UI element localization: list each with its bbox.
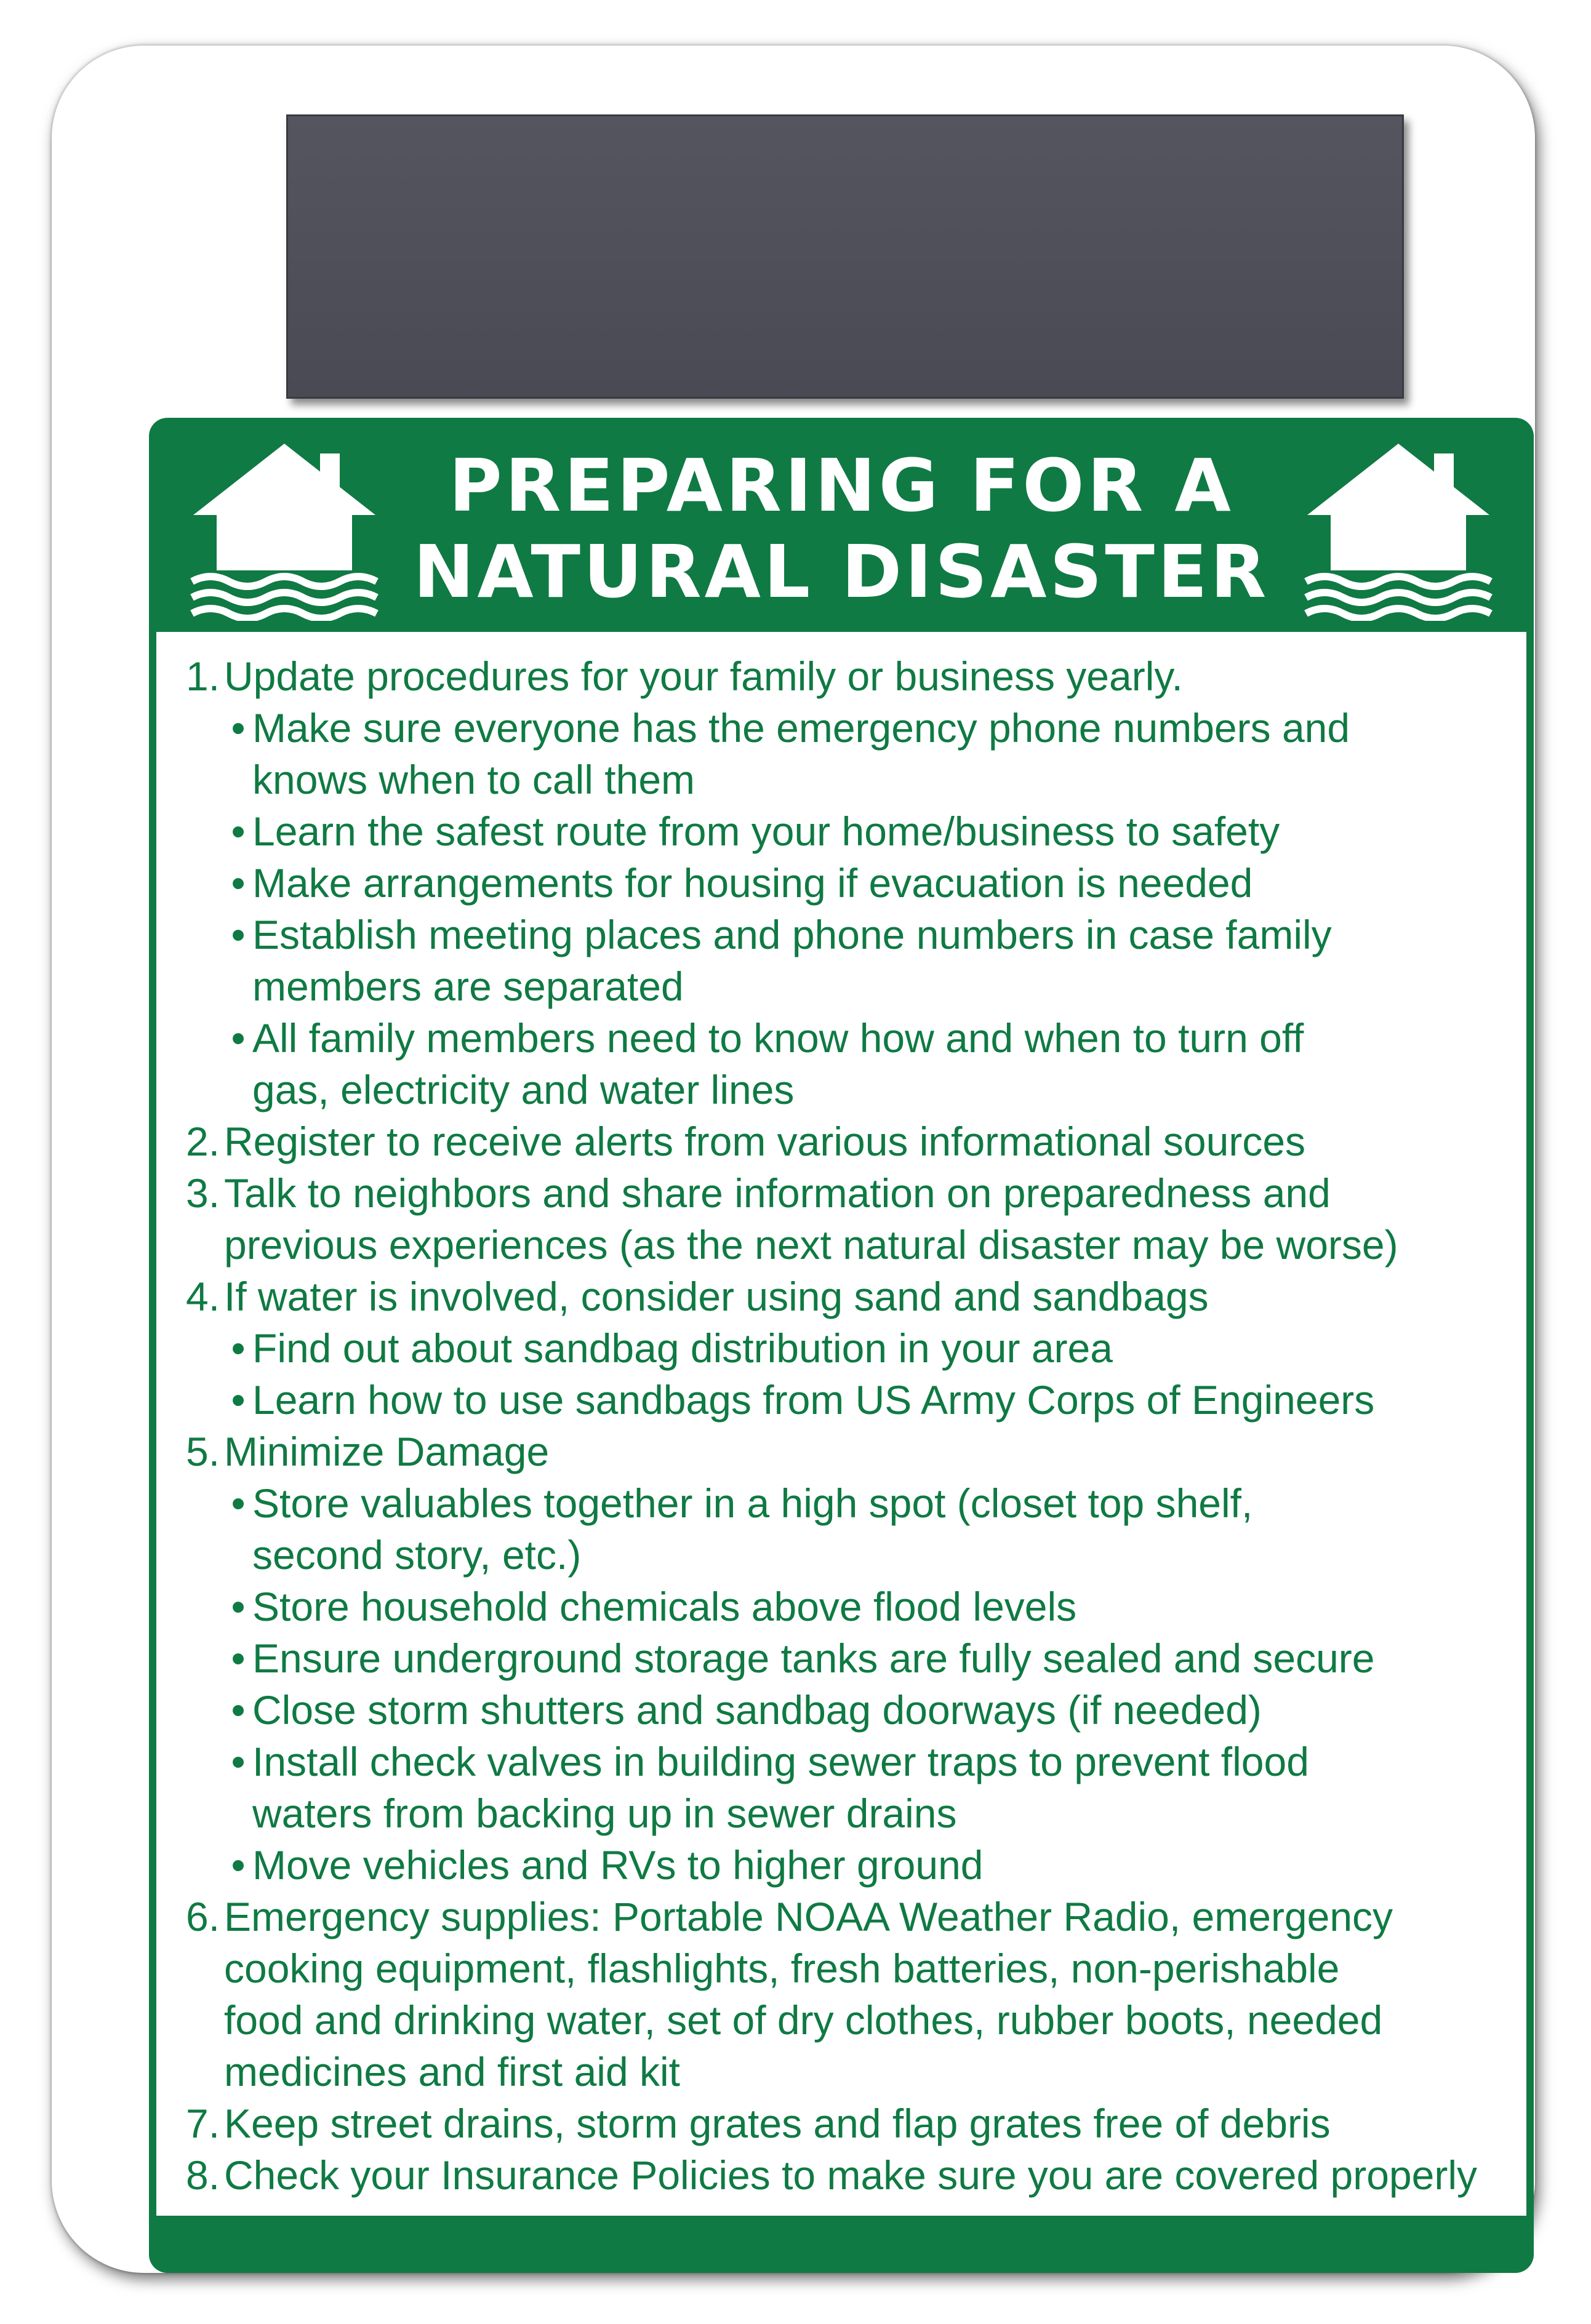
item-text: Minimize Damage [224, 1429, 550, 1474]
list-item [186, 2149, 1502, 2201]
bullet-dot-icon: • [231, 1480, 246, 1526]
item-text: cooking equipment, flashlights, fresh batteries, non-perishable [224, 1946, 1340, 1991]
item-text: food and drinking water, set of dry clothes, rubber boots, needed [224, 1997, 1383, 2043]
bullet-text: Find out about sandbag distribution in your area [252, 1325, 1113, 1371]
list-item [186, 1891, 1502, 2098]
bullet-text: Move vehicles and RVs to higher ground [252, 1842, 984, 1888]
bullet-item [224, 1632, 1502, 1684]
item-number: 7. [186, 2101, 220, 2146]
bullet-item [224, 1684, 1502, 1736]
instructions-area [156, 632, 1526, 2216]
title-line-2: NATURAL DISASTER [413, 529, 1270, 614]
item-number: 8. [186, 2152, 220, 2198]
list-item [186, 650, 1502, 702]
item-text: Emergency supplies: Portable NOAA Weather Radio, emergency [224, 1894, 1393, 1939]
bullet-dot-icon: • [231, 1739, 246, 1784]
bullet-item [224, 1581, 1502, 1632]
item-text: If water is involved, consider using sand and sandbags [224, 1274, 1209, 1319]
sign-title [149, 442, 1534, 615]
bullet-text: Store household chemicals above flood levels [252, 1584, 1077, 1629]
bullet-text: Make sure everyone has the emergency phone numbers and [252, 705, 1350, 751]
bullet-item [224, 1839, 1502, 1891]
bullet-text: members are separated [252, 964, 684, 1009]
green-panel [149, 418, 1534, 2273]
bullet-item [224, 1322, 1502, 1374]
item-text: Update procedures for your family or business yearly. [224, 653, 1183, 699]
bullet-dot-icon: • [231, 1635, 246, 1681]
bullet-dot-icon: • [231, 1687, 246, 1733]
item-text: Keep street drains, storm grates and flap grates free of debris [224, 2101, 1331, 2146]
bullet-text: Ensure underground storage tanks are fully sealed and secure [252, 1635, 1375, 1681]
bullet-item [224, 909, 1502, 1012]
bullet-text: Learn the safest route from your home/business to safety [252, 809, 1280, 854]
item-number: 1. [186, 653, 220, 699]
bullet-text: Install check valves in building sewer traps to prevent flood [252, 1739, 1309, 1784]
bullet-dot-icon: • [231, 1325, 246, 1371]
item-text: Talk to neighbors and share information on preparedness and [224, 1170, 1331, 1216]
bullet-dot-icon: • [231, 809, 246, 854]
bullet-item [224, 857, 1502, 909]
item-text: Check your Insurance Policies to make sure you are covered properly [224, 2152, 1477, 2198]
list-item [186, 1271, 1502, 1322]
title-line-1: PREPARING FOR A [449, 443, 1234, 528]
item-number: 5. [186, 1429, 220, 1474]
item-number: 3. [186, 1170, 220, 1216]
bullet-dot-icon: • [231, 1584, 246, 1629]
item-text: previous experiences (as the next natural disaster may be worse) [224, 1222, 1398, 1268]
bullet-dot-icon: • [231, 1015, 246, 1061]
bullet-dot-icon: • [231, 1377, 246, 1423]
bullet-item [224, 805, 1502, 857]
bullet-text: Establish meeting places and phone numbers in case family [252, 912, 1332, 957]
bullet-text: Store valuables together in a high spot (closet top shelf, [252, 1480, 1253, 1526]
bullet-text: Close storm shutters and sandbag doorways (if needed) [252, 1687, 1262, 1733]
bullet-text: All family members need to know how and when to turn off [252, 1015, 1304, 1061]
bullet-dot-icon: • [231, 705, 246, 751]
sign-board [52, 46, 1535, 2273]
bullet-text: Learn how to use sandbags from US Army Corps of Engineers [252, 1377, 1375, 1423]
item-text: medicines and first aid kit [224, 2049, 680, 2094]
item-number: 2. [186, 1119, 220, 1164]
item-number: 4. [186, 1274, 220, 1319]
bullet-item [224, 1477, 1502, 1581]
list-item [186, 2098, 1502, 2149]
item-text: Register to receive alerts from various informational sources [224, 1119, 1306, 1164]
bullet-item [224, 1374, 1502, 1426]
bullet-dot-icon: • [231, 1842, 246, 1888]
bullet-item [224, 1012, 1502, 1116]
list-item [186, 1426, 1502, 1477]
item-number: 6. [186, 1894, 220, 1939]
bullet-text: waters from backing up in sewer drains [252, 1791, 957, 1836]
bullet-item [224, 702, 1502, 805]
blank-placard [286, 114, 1404, 399]
bullet-text: knows when to call them [252, 757, 695, 802]
bullet-dot-icon: • [231, 860, 246, 906]
bullet-text: gas, electricity and water lines [252, 1067, 795, 1112]
list-item [186, 1116, 1502, 1167]
bullet-text: Make arrangements for housing if evacuation is needed [252, 860, 1253, 906]
bullet-dot-icon: • [231, 912, 246, 957]
list-item [186, 1167, 1502, 1271]
bullet-text: second story, etc.) [252, 1532, 582, 1578]
bullet-item [224, 1736, 1502, 1839]
